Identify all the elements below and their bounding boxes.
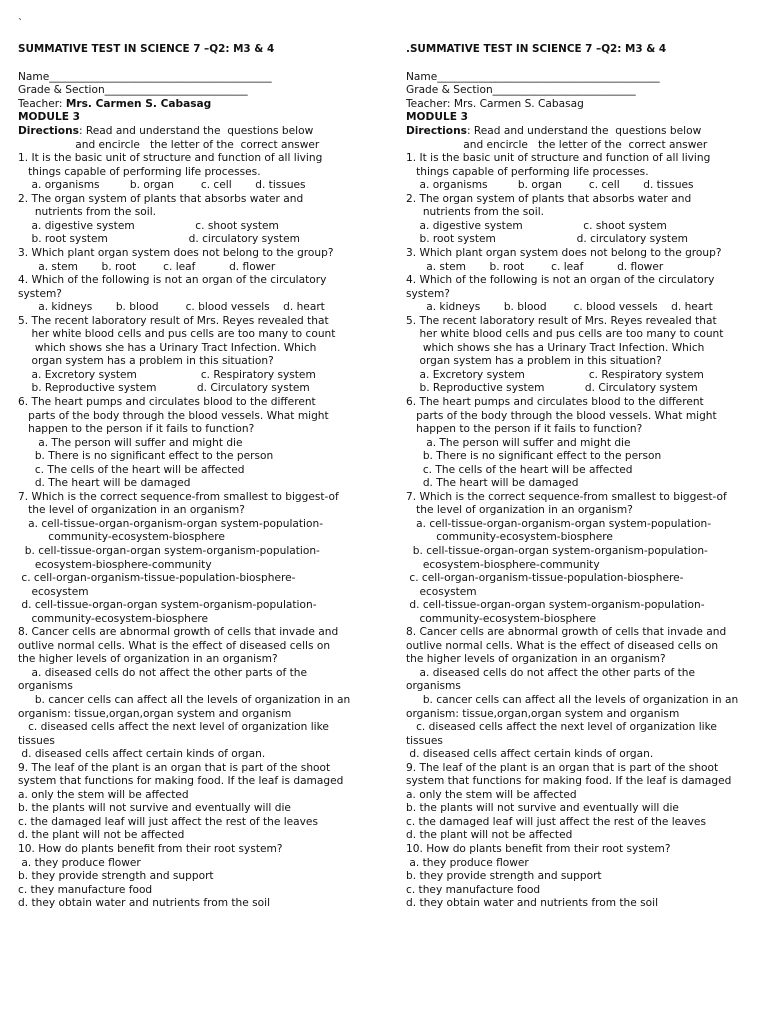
- text-line: things capable of performing life processes.: [18, 165, 261, 178]
- text-line: 9. The leaf of the plant is an organ that is part of the shoot: [18, 761, 331, 774]
- text-line: the level of organization in an organism?: [406, 504, 633, 517]
- text-line: a. cell-tissue-organ-organism-organ system-population-: [18, 517, 324, 530]
- directions-text: : Read and understand the questions below: [466, 125, 702, 138]
- text-line: a. The person will suffer and might die: [18, 436, 243, 449]
- text-line: a. cell-tissue-organ-organism-organ system-population-: [406, 517, 712, 530]
- text-line: system that functions for making food. If the leaf is damaged: [406, 775, 732, 788]
- text-line: a. only the stem will be affected: [406, 788, 577, 801]
- text-line: a. they produce flower: [406, 856, 529, 869]
- text-line: tissues: [18, 734, 55, 747]
- text-line: d. The heart will be damaged: [18, 477, 191, 490]
- text-line: c. diseased cells affect the next level of organization like: [406, 721, 717, 734]
- text-line: a. kidneys b. blood c. blood vessels d. heart: [406, 301, 713, 314]
- test-title: .SUMMATIVE TEST IN SCIENCE 7 –Q2: M3 & 4: [406, 43, 667, 55]
- text-line: a. Excretory system c. Respiratory system: [18, 368, 316, 381]
- text-line: b. cell-tissue-organ-organ system-organism-population-: [406, 544, 708, 557]
- text-line: outlive normal cells. What is the effect of diseased cells on: [406, 639, 719, 652]
- text-line: b. There is no significant effect to the person: [406, 450, 662, 463]
- text-line: a. digestive system c. shoot system: [406, 219, 667, 232]
- text-line: d. cell-tissue-organ-organ system-organism-population-: [18, 599, 317, 612]
- text-line: tissues: [406, 734, 443, 747]
- text-line: system?: [406, 287, 450, 300]
- directions-line: [406, 125, 756, 139]
- module-heading: MODULE 3: [18, 111, 80, 124]
- text-line: organism: tissue,organ,organ system and organism: [406, 707, 680, 720]
- teacher-label: Teacher:: [406, 97, 454, 110]
- directions-label: Directions: [406, 125, 467, 138]
- text-line: a. diseased cells do not affect the other parts of the: [406, 666, 696, 679]
- text-line: c. they manufacture food: [18, 883, 153, 896]
- text-line: b. the plants will not survive and eventually will die: [406, 802, 679, 815]
- text-line: 1. It is the basic unit of structure and function of all living: [18, 152, 323, 165]
- question-list: [406, 139, 756, 911]
- test-column-right: [406, 43, 756, 911]
- text-line: things capable of performing life processes.: [406, 165, 649, 178]
- teacher-name: Mrs. Carmen S. Cabasag: [453, 97, 584, 110]
- text-line: b. cell-tissue-organ-organ system-organism-population-: [18, 544, 320, 557]
- text-line: system that functions for making food. If the leaf is damaged: [18, 775, 344, 788]
- text-line: a. only the stem will be affected: [18, 788, 189, 801]
- text-line: b. root system d. circulatory system: [18, 233, 300, 246]
- text-line: parts of the body through the blood vessels. What might: [406, 409, 717, 422]
- text-line: 9. The leaf of the plant is an organ that is part of the shoot: [406, 761, 719, 774]
- text-line: a. Excretory system c. Respiratory system: [406, 368, 704, 381]
- text-line: 5. The recent laboratory result of Mrs. Reyes revealed that: [18, 314, 329, 327]
- test-column-left: [18, 43, 368, 911]
- text-line: a. they produce flower: [18, 856, 141, 869]
- text-line: happen to the person if it fails to function?: [406, 423, 643, 436]
- text-line: d. the plant will not be affected: [406, 829, 573, 842]
- text-line: ecosystem-biosphere-community: [406, 558, 600, 571]
- text-line: c. cell-organ-organism-tissue-population-biosphere-: [406, 572, 684, 585]
- text-line: d. they obtain water and nutrients from the soil: [18, 897, 271, 910]
- text-line: c. the damaged leaf will just affect the rest of the leaves: [18, 815, 318, 828]
- text-line: 10. How do plants benefit from their root system?: [18, 843, 283, 856]
- text-line: 2. The organ system of plants that absorbs water and: [18, 192, 304, 205]
- text-line: b. root system d. circulatory system: [406, 233, 688, 246]
- text-line: d. diseased cells affect certain kinds of organ.: [406, 748, 654, 761]
- text-line: the level of organization in an organism?: [18, 504, 245, 517]
- text-line: 3. Which plant organ system does not belong to the group?: [406, 246, 722, 259]
- text-line: b. cancer cells can affect all the levels of organization in an: [406, 694, 739, 706]
- text-line: 6. The heart pumps and circulates blood to the different: [18, 395, 316, 408]
- text-line: and encircle the letter of the correct answer: [18, 138, 320, 151]
- text-line: which shows she has a Urinary Tract Infection. Which: [18, 341, 317, 354]
- text-line: her white blood cells and pus cells are too many to count: [406, 328, 724, 341]
- text-line: a. The person will suffer and might die: [406, 436, 631, 449]
- text-line: d. the plant will not be affected: [18, 829, 185, 842]
- text-line: c. the damaged leaf will just affect the rest of the leaves: [406, 815, 706, 828]
- text-line: d. diseased cells affect certain kinds of organ.: [18, 748, 266, 761]
- grade-section-line: Grade & Section___________________________: [406, 84, 636, 97]
- teacher-line: [406, 98, 756, 112]
- text-line: happen to the person if it fails to function?: [18, 423, 255, 436]
- text-line: c. they manufacture food: [406, 883, 541, 896]
- text-line: organisms: [18, 680, 73, 693]
- text-line: community-ecosystem-biosphere: [406, 531, 613, 544]
- text-line: the higher levels of organization in an organism?: [18, 653, 278, 666]
- text-line: b. they provide strength and support: [18, 870, 214, 883]
- text-line: b. Reproductive system d. Circulatory system: [406, 382, 698, 395]
- text-line: a. kidneys b. blood c. blood vessels d. heart: [18, 301, 325, 314]
- text-line: 5. The recent laboratory result of Mrs. Reyes revealed that: [406, 314, 717, 327]
- text-line: b. they provide strength and support: [406, 870, 602, 883]
- teacher-line: [18, 98, 368, 112]
- text-line: b. cancer cells can affect all the levels of organization in an: [18, 694, 351, 706]
- text-line: 4. Which of the following is not an organ of the circulatory: [18, 274, 327, 287]
- grade-section-line: Grade & Section___________________________: [18, 84, 248, 97]
- text-line: ecosystem: [406, 585, 477, 598]
- text-line: 6. The heart pumps and circulates blood to the different: [406, 395, 704, 408]
- text-line: nutrients from the soil.: [406, 206, 545, 219]
- text-line: b. There is no significant effect to the person: [18, 450, 274, 463]
- text-line: 1. It is the basic unit of structure and function of all living: [406, 152, 711, 165]
- text-line: c. The cells of the heart will be affected: [406, 463, 633, 476]
- text-line: community-ecosystem-biosphere: [406, 612, 597, 625]
- directions-text: : Read and understand the questions below: [78, 125, 314, 138]
- text-line: ecosystem: [18, 585, 89, 598]
- text-line: community-ecosystem-biosphere: [18, 612, 209, 625]
- text-line: c. The cells of the heart will be affected: [18, 463, 245, 476]
- text-line: community-ecosystem-biosphere: [18, 531, 225, 544]
- text-line: organism: tissue,organ,organ system and organism: [18, 707, 292, 720]
- teacher-name: Mrs. Carmen S. Cabasag: [65, 97, 212, 110]
- text-line: outlive normal cells. What is the effect of diseased cells on: [18, 639, 331, 652]
- text-line: the higher levels of organization in an organism?: [406, 653, 666, 666]
- text-line: which shows she has a Urinary Tract Infection. Which: [406, 341, 705, 354]
- directions-label: Directions: [18, 125, 79, 138]
- name-line: Name__________________________________________: [406, 70, 660, 83]
- stray-mark: `: [18, 18, 23, 29]
- text-line: a. organisms b. organ c. cell d. tissues: [18, 179, 306, 192]
- name-line: Name__________________________________________: [18, 70, 272, 83]
- directions-line: [18, 125, 368, 139]
- text-line: organisms: [406, 680, 461, 693]
- text-line: d. The heart will be damaged: [406, 477, 579, 490]
- text-line: nutrients from the soil.: [18, 206, 157, 219]
- text-line: a. organisms b. organ c. cell d. tissues: [406, 179, 694, 192]
- text-line: system?: [18, 287, 62, 300]
- text-line: parts of the body through the blood vessels. What might: [18, 409, 329, 422]
- text-line: c. diseased cells affect the next level of organization like: [18, 721, 329, 734]
- text-line: a. stem b. root c. leaf d. flower: [406, 260, 664, 273]
- text-line: 3. Which plant organ system does not belong to the group?: [18, 246, 334, 259]
- text-line: d. they obtain water and nutrients from the soil: [406, 897, 659, 910]
- text-line: 7. Which is the correct sequence-from smallest to biggest-of: [406, 490, 727, 503]
- text-line: 8. Cancer cells are abnormal growth of cells that invade and: [18, 626, 339, 639]
- text-line: a. stem b. root c. leaf d. flower: [18, 260, 276, 273]
- text-line: 10. How do plants benefit from their root system?: [406, 843, 671, 856]
- text-line: and encircle the letter of the correct answer: [406, 138, 708, 151]
- text-line: organ system has a problem in this situation?: [18, 355, 274, 368]
- test-title: SUMMATIVE TEST IN SCIENCE 7 –Q2: M3 & 4: [18, 43, 275, 55]
- text-line: 7. Which is the correct sequence-from smallest to biggest-of: [18, 490, 339, 503]
- text-line: c. cell-organ-organism-tissue-population-biosphere-: [18, 572, 296, 585]
- module-heading: MODULE 3: [406, 111, 468, 124]
- text-line: 2. The organ system of plants that absorbs water and: [406, 192, 692, 205]
- text-line: b. the plants will not survive and eventually will die: [18, 802, 291, 815]
- teacher-label: Teacher:: [18, 97, 66, 110]
- text-line: b. Reproductive system d. Circulatory system: [18, 382, 310, 395]
- text-line: a. digestive system c. shoot system: [18, 219, 279, 232]
- text-line: 8. Cancer cells are abnormal growth of cells that invade and: [406, 626, 727, 639]
- text-line: her white blood cells and pus cells are too many to count: [18, 328, 336, 341]
- text-line: organ system has a problem in this situation?: [406, 355, 662, 368]
- text-line: d. cell-tissue-organ-organ system-organism-population-: [406, 599, 705, 612]
- text-line: 4. Which of the following is not an organ of the circulatory: [406, 274, 715, 287]
- text-line: a. diseased cells do not affect the other parts of the: [18, 666, 308, 679]
- text-line: ecosystem-biosphere-community: [18, 558, 212, 571]
- question-list: [18, 139, 368, 911]
